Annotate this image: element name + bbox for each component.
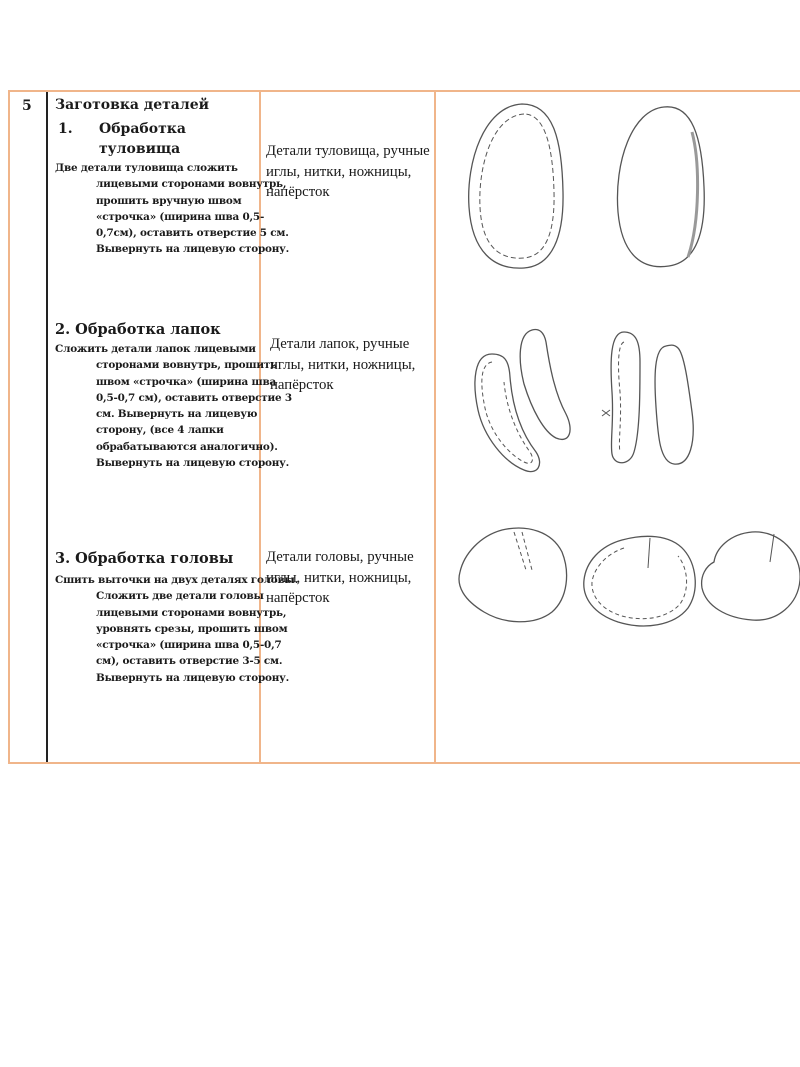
step-title: Заготовка деталей bbox=[55, 97, 210, 113]
column-divider-1 bbox=[46, 92, 48, 762]
process-table-row bbox=[8, 90, 800, 764]
head-piece-sewn-illustration bbox=[584, 536, 695, 626]
paw-piece-illustration bbox=[520, 330, 570, 440]
materials-paws: Детали лапок, ручные иглы, нитки, ножницы, напёрсток bbox=[270, 336, 416, 393]
illustrations-column bbox=[434, 92, 800, 762]
head-piece-turned-illustration bbox=[702, 532, 800, 620]
section1-heading bbox=[55, 119, 259, 159]
section3-title: 3. Обработка головы bbox=[55, 550, 234, 567]
section2-title: 2. Обработка лапок bbox=[55, 321, 221, 338]
paw-piece-sewn-illustration bbox=[475, 354, 540, 472]
paw-piece-turned-illustration bbox=[655, 345, 693, 464]
section1-number: 1. bbox=[58, 121, 73, 137]
head-piece-dart-illustration bbox=[459, 528, 567, 622]
section1-title: Обработка туловища bbox=[99, 121, 186, 157]
section3-text: Сшить выточки на двух деталях головы. Сложить две детали головы лицевыми сторонами вовнутрь, уровнять срезы, прошить швом «строчка» (ширина шва 0,5-0,7 см), оставить отверстие 3-5 см. Вывернуть на лицевую сторону. bbox=[55, 574, 299, 684]
body-piece-sewn-illustration bbox=[469, 104, 563, 268]
step-number: 5 bbox=[22, 98, 32, 114]
section2-text: Сложить детали лапок лицевыми сторонами вовнутрь, прошить швом «строчка» (ширина шва 0,5-0,7 см), оставить отверстие 3 см. Вывернуть на лицевую сторону, (все 4 лапки обрабатываются аналогично). Вывернуть на лицевую сторону. bbox=[55, 343, 292, 470]
section1-text: Две детали туловища сложить лицевыми сторонами вовнутрь, прошить вручную швом «строчка» (ширина шва 0,5-0,7см), оставить отверстие 5 см. Вывернуть на лицевую сторону. bbox=[55, 162, 290, 256]
materials-head: Детали головы, ручные иглы, нитки, ножницы, напёрсток bbox=[266, 549, 414, 606]
body-piece-turned-illustration bbox=[617, 107, 704, 267]
paw-piece-opening-illustration bbox=[602, 332, 640, 463]
materials-body: Детали туловища, ручные иглы, нитки, ножницы, напёрсток bbox=[266, 143, 430, 200]
